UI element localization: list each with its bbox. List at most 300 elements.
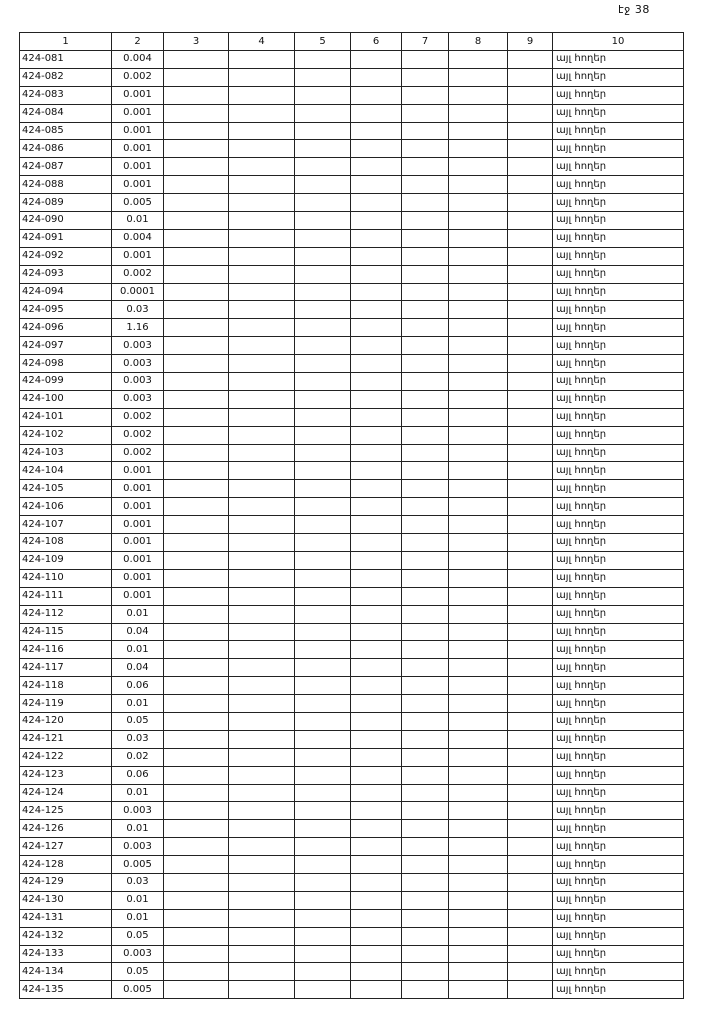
- parcel-code-cell: 424-115: [20, 623, 112, 641]
- table-row: [20, 802, 684, 820]
- area-value-cell: 0.004: [112, 51, 164, 69]
- land-type-cell: այլ հողեր: [553, 390, 684, 408]
- empty-cell: [295, 408, 351, 426]
- empty-cell: [402, 587, 449, 605]
- empty-cell: [449, 355, 508, 373]
- empty-cell: [351, 551, 402, 569]
- empty-cell: [351, 981, 402, 999]
- empty-cell: [164, 265, 229, 283]
- empty-cell: [351, 730, 402, 748]
- land-type-cell: այլ հողեր: [553, 212, 684, 230]
- empty-cell: [351, 838, 402, 856]
- empty-cell: [295, 390, 351, 408]
- empty-cell: [449, 498, 508, 516]
- table-row: [20, 68, 684, 86]
- empty-cell: [295, 927, 351, 945]
- empty-cell: [229, 659, 295, 677]
- empty-cell: [449, 802, 508, 820]
- empty-cell: [229, 301, 295, 319]
- area-value-cell: 0.001: [112, 516, 164, 534]
- empty-cell: [508, 194, 553, 212]
- table-row: [20, 176, 684, 194]
- empty-cell: [508, 695, 553, 713]
- empty-cell: [508, 677, 553, 695]
- empty-cell: [351, 677, 402, 695]
- empty-cell: [229, 355, 295, 373]
- empty-cell: [295, 176, 351, 194]
- empty-cell: [402, 730, 449, 748]
- empty-cell: [402, 390, 449, 408]
- parcel-code-cell: 424-096: [20, 319, 112, 337]
- empty-cell: [351, 641, 402, 659]
- area-value-cell: 0.01: [112, 212, 164, 230]
- table-row: [20, 283, 684, 301]
- area-value-cell: 0.06: [112, 677, 164, 695]
- empty-cell: [449, 963, 508, 981]
- empty-cell: [351, 587, 402, 605]
- area-value-cell: 0.05: [112, 963, 164, 981]
- empty-cell: [229, 587, 295, 605]
- empty-cell: [402, 891, 449, 909]
- area-value-cell: 0.05: [112, 712, 164, 730]
- land-type-cell: այլ հողեր: [553, 730, 684, 748]
- land-type-cell: այլ հողեր: [553, 838, 684, 856]
- land-type-cell: այլ հողեր: [553, 480, 684, 498]
- table-row: [20, 390, 684, 408]
- empty-cell: [351, 86, 402, 104]
- empty-cell: [229, 534, 295, 552]
- area-value-cell: 0.01: [112, 641, 164, 659]
- empty-cell: [295, 569, 351, 587]
- col-header-6: 6: [351, 33, 402, 51]
- empty-cell: [449, 569, 508, 587]
- empty-cell: [351, 480, 402, 498]
- empty-cell: [508, 587, 553, 605]
- empty-cell: [449, 104, 508, 122]
- table-row: [20, 498, 684, 516]
- empty-cell: [295, 605, 351, 623]
- empty-cell: [164, 426, 229, 444]
- empty-cell: [295, 730, 351, 748]
- parcel-code-cell: 424-090: [20, 212, 112, 230]
- land-type-cell: այլ հողեր: [553, 856, 684, 874]
- empty-cell: [508, 426, 553, 444]
- empty-cell: [402, 516, 449, 534]
- empty-cell: [402, 605, 449, 623]
- area-value-cell: 0.003: [112, 355, 164, 373]
- empty-cell: [164, 462, 229, 480]
- table-row: [20, 623, 684, 641]
- area-value-cell: 0.01: [112, 820, 164, 838]
- land-type-cell: այլ հողեր: [553, 68, 684, 86]
- empty-cell: [449, 86, 508, 104]
- empty-cell: [229, 86, 295, 104]
- parcel-code-cell: 424-099: [20, 373, 112, 391]
- land-type-cell: այլ հողեր: [553, 194, 684, 212]
- table-row: [20, 784, 684, 802]
- table-row: [20, 605, 684, 623]
- empty-cell: [402, 247, 449, 265]
- empty-cell: [508, 444, 553, 462]
- empty-cell: [229, 891, 295, 909]
- land-type-cell: այլ հողեր: [553, 373, 684, 391]
- empty-cell: [295, 641, 351, 659]
- empty-cell: [351, 534, 402, 552]
- empty-cell: [402, 283, 449, 301]
- area-value-cell: 0.001: [112, 158, 164, 176]
- empty-cell: [229, 963, 295, 981]
- empty-cell: [351, 212, 402, 230]
- empty-cell: [164, 86, 229, 104]
- empty-cell: [351, 194, 402, 212]
- empty-cell: [164, 981, 229, 999]
- empty-cell: [229, 873, 295, 891]
- area-value-cell: 0.001: [112, 247, 164, 265]
- land-type-cell: այլ հողեր: [553, 301, 684, 319]
- parcel-code-cell: 424-120: [20, 712, 112, 730]
- area-value-cell: 0.004: [112, 229, 164, 247]
- empty-cell: [402, 963, 449, 981]
- empty-cell: [351, 784, 402, 802]
- parcel-code-cell: 424-103: [20, 444, 112, 462]
- empty-cell: [508, 623, 553, 641]
- empty-cell: [164, 337, 229, 355]
- empty-cell: [449, 462, 508, 480]
- land-type-cell: այլ հողեր: [553, 265, 684, 283]
- empty-cell: [449, 444, 508, 462]
- land-type-cell: այլ հողեր: [553, 229, 684, 247]
- empty-cell: [449, 176, 508, 194]
- empty-cell: [295, 695, 351, 713]
- empty-cell: [164, 444, 229, 462]
- area-value-cell: 0.003: [112, 373, 164, 391]
- area-value-cell: 0.005: [112, 981, 164, 999]
- empty-cell: [295, 909, 351, 927]
- empty-cell: [508, 355, 553, 373]
- parcel-code-cell: 424-110: [20, 569, 112, 587]
- land-type-cell: այլ հողեր: [553, 140, 684, 158]
- empty-cell: [449, 873, 508, 891]
- table-row: [20, 587, 684, 605]
- land-type-cell: այլ հողեր: [553, 909, 684, 927]
- empty-cell: [508, 820, 553, 838]
- empty-cell: [164, 963, 229, 981]
- empty-cell: [402, 677, 449, 695]
- parcel-code-cell: 424-112: [20, 605, 112, 623]
- land-type-cell: այլ հողեր: [553, 176, 684, 194]
- area-value-cell: 1.16: [112, 319, 164, 337]
- empty-cell: [508, 784, 553, 802]
- empty-cell: [351, 51, 402, 69]
- parcel-code-cell: 424-101: [20, 408, 112, 426]
- empty-cell: [164, 587, 229, 605]
- empty-cell: [229, 730, 295, 748]
- land-type-cell: այլ հողեր: [553, 283, 684, 301]
- table-row: [20, 981, 684, 999]
- parcel-code-cell: 424-134: [20, 963, 112, 981]
- area-value-cell: 0.001: [112, 104, 164, 122]
- parcel-code-cell: 424-091: [20, 229, 112, 247]
- empty-cell: [295, 301, 351, 319]
- area-value-cell: 0.003: [112, 838, 164, 856]
- empty-cell: [164, 730, 229, 748]
- parcel-code-cell: 424-126: [20, 820, 112, 838]
- empty-cell: [508, 766, 553, 784]
- empty-cell: [295, 784, 351, 802]
- parcel-code-cell: 424-119: [20, 695, 112, 713]
- table-row: [20, 373, 684, 391]
- empty-cell: [351, 176, 402, 194]
- empty-cell: [229, 408, 295, 426]
- parcel-code-cell: 424-102: [20, 426, 112, 444]
- empty-cell: [229, 712, 295, 730]
- parcel-code-cell: 424-097: [20, 337, 112, 355]
- empty-cell: [229, 605, 295, 623]
- empty-cell: [351, 909, 402, 927]
- empty-cell: [295, 247, 351, 265]
- empty-cell: [351, 605, 402, 623]
- empty-cell: [508, 229, 553, 247]
- empty-cell: [229, 927, 295, 945]
- land-type-cell: այլ հողեր: [553, 337, 684, 355]
- table-row: [20, 229, 684, 247]
- parcel-code-cell: 424-094: [20, 283, 112, 301]
- empty-cell: [295, 820, 351, 838]
- empty-cell: [164, 158, 229, 176]
- empty-cell: [295, 551, 351, 569]
- empty-cell: [164, 659, 229, 677]
- area-value-cell: 0.001: [112, 569, 164, 587]
- empty-cell: [164, 390, 229, 408]
- empty-cell: [351, 963, 402, 981]
- table-row: [20, 247, 684, 265]
- empty-cell: [164, 677, 229, 695]
- page-number: էջ 38: [618, 3, 650, 16]
- empty-cell: [449, 838, 508, 856]
- parcel-code-cell: 424-100: [20, 390, 112, 408]
- col-header-4: 4: [229, 33, 295, 51]
- area-value-cell: 0.01: [112, 695, 164, 713]
- empty-cell: [351, 373, 402, 391]
- empty-cell: [402, 444, 449, 462]
- empty-cell: [402, 51, 449, 69]
- empty-cell: [449, 158, 508, 176]
- empty-cell: [295, 712, 351, 730]
- empty-cell: [402, 337, 449, 355]
- empty-cell: [449, 283, 508, 301]
- table-row: [20, 677, 684, 695]
- area-value-cell: 0.02: [112, 748, 164, 766]
- empty-cell: [164, 766, 229, 784]
- table-row: [20, 212, 684, 230]
- table-row: [20, 856, 684, 874]
- col-header-2: 2: [112, 33, 164, 51]
- table-row: [20, 891, 684, 909]
- area-value-cell: 0.002: [112, 408, 164, 426]
- table-row: [20, 86, 684, 104]
- empty-cell: [508, 408, 553, 426]
- empty-cell: [508, 963, 553, 981]
- empty-cell: [229, 176, 295, 194]
- land-type-cell: այլ հողեր: [553, 784, 684, 802]
- empty-cell: [164, 122, 229, 140]
- empty-cell: [229, 766, 295, 784]
- parcel-code-cell: 424-121: [20, 730, 112, 748]
- empty-cell: [295, 587, 351, 605]
- empty-cell: [449, 820, 508, 838]
- col-header-8: 8: [449, 33, 508, 51]
- land-type-cell: այլ հողեր: [553, 51, 684, 69]
- parcel-code-cell: 424-129: [20, 873, 112, 891]
- parcel-code-cell: 424-082: [20, 68, 112, 86]
- empty-cell: [449, 408, 508, 426]
- land-type-cell: այլ հողեր: [553, 623, 684, 641]
- empty-cell: [402, 820, 449, 838]
- empty-cell: [295, 158, 351, 176]
- parcel-code-cell: 424-130: [20, 891, 112, 909]
- empty-cell: [402, 86, 449, 104]
- col-header-1: 1: [20, 33, 112, 51]
- parcel-code-cell: 424-083: [20, 86, 112, 104]
- empty-cell: [449, 730, 508, 748]
- col-header-7: 7: [402, 33, 449, 51]
- empty-cell: [295, 623, 351, 641]
- empty-cell: [402, 534, 449, 552]
- empty-cell: [449, 319, 508, 337]
- empty-cell: [402, 426, 449, 444]
- empty-cell: [402, 319, 449, 337]
- table-row: [20, 122, 684, 140]
- area-value-cell: 0.001: [112, 140, 164, 158]
- empty-cell: [229, 820, 295, 838]
- table-row: [20, 766, 684, 784]
- empty-cell: [164, 784, 229, 802]
- col-header-3: 3: [164, 33, 229, 51]
- empty-cell: [402, 981, 449, 999]
- empty-cell: [402, 695, 449, 713]
- empty-cell: [402, 265, 449, 283]
- empty-cell: [295, 981, 351, 999]
- empty-cell: [164, 51, 229, 69]
- empty-cell: [402, 355, 449, 373]
- parcel-code-cell: 424-086: [20, 140, 112, 158]
- empty-cell: [449, 659, 508, 677]
- land-type-cell: այլ հողեր: [553, 516, 684, 534]
- table-row: [20, 355, 684, 373]
- area-value-cell: 0.003: [112, 945, 164, 963]
- empty-cell: [351, 140, 402, 158]
- table-row: [20, 659, 684, 677]
- empty-cell: [402, 194, 449, 212]
- empty-cell: [508, 838, 553, 856]
- empty-cell: [164, 373, 229, 391]
- parcel-code-cell: 424-117: [20, 659, 112, 677]
- empty-cell: [508, 212, 553, 230]
- parcel-code-cell: 424-085: [20, 122, 112, 140]
- empty-cell: [164, 641, 229, 659]
- empty-cell: [351, 766, 402, 784]
- empty-cell: [351, 229, 402, 247]
- area-value-cell: 0.002: [112, 444, 164, 462]
- land-type-cell: այլ հողեր: [553, 534, 684, 552]
- empty-cell: [351, 68, 402, 86]
- empty-cell: [449, 587, 508, 605]
- empty-cell: [508, 802, 553, 820]
- empty-cell: [295, 68, 351, 86]
- empty-cell: [508, 748, 553, 766]
- land-type-cell: այլ հողեր: [553, 605, 684, 623]
- empty-cell: [295, 426, 351, 444]
- empty-cell: [164, 605, 229, 623]
- empty-cell: [402, 623, 449, 641]
- empty-cell: [402, 909, 449, 927]
- empty-cell: [164, 534, 229, 552]
- empty-cell: [229, 337, 295, 355]
- land-type-cell: այլ հողեր: [553, 462, 684, 480]
- empty-cell: [508, 712, 553, 730]
- empty-cell: [164, 283, 229, 301]
- empty-cell: [402, 927, 449, 945]
- empty-cell: [164, 104, 229, 122]
- parcel-code-cell: 424-095: [20, 301, 112, 319]
- area-value-cell: 0.001: [112, 587, 164, 605]
- land-type-cell: այլ հողեր: [553, 158, 684, 176]
- empty-cell: [449, 247, 508, 265]
- empty-cell: [295, 945, 351, 963]
- empty-cell: [351, 623, 402, 641]
- table-row: [20, 104, 684, 122]
- empty-cell: [229, 551, 295, 569]
- empty-cell: [164, 301, 229, 319]
- empty-cell: [351, 873, 402, 891]
- land-type-cell: այլ հողեր: [553, 569, 684, 587]
- empty-cell: [449, 641, 508, 659]
- table-row: [20, 838, 684, 856]
- empty-cell: [402, 498, 449, 516]
- land-type-cell: այլ հողեր: [553, 122, 684, 140]
- empty-cell: [164, 945, 229, 963]
- empty-cell: [449, 981, 508, 999]
- table-row: [20, 301, 684, 319]
- empty-cell: [351, 748, 402, 766]
- empty-cell: [295, 498, 351, 516]
- empty-cell: [229, 68, 295, 86]
- empty-cell: [508, 516, 553, 534]
- empty-cell: [508, 373, 553, 391]
- empty-cell: [164, 873, 229, 891]
- empty-cell: [295, 748, 351, 766]
- empty-cell: [229, 319, 295, 337]
- parcel-code-cell: 424-092: [20, 247, 112, 265]
- empty-cell: [508, 480, 553, 498]
- empty-cell: [508, 68, 553, 86]
- empty-cell: [229, 802, 295, 820]
- empty-cell: [229, 104, 295, 122]
- empty-cell: [449, 212, 508, 230]
- empty-cell: [295, 265, 351, 283]
- land-type-cell: այլ հողեր: [553, 247, 684, 265]
- empty-cell: [295, 355, 351, 373]
- col-header-10: 10: [553, 33, 684, 51]
- empty-cell: [351, 891, 402, 909]
- empty-cell: [351, 498, 402, 516]
- area-value-cell: 0.002: [112, 426, 164, 444]
- empty-cell: [402, 301, 449, 319]
- empty-cell: [449, 695, 508, 713]
- empty-cell: [508, 569, 553, 587]
- empty-cell: [402, 122, 449, 140]
- empty-cell: [295, 677, 351, 695]
